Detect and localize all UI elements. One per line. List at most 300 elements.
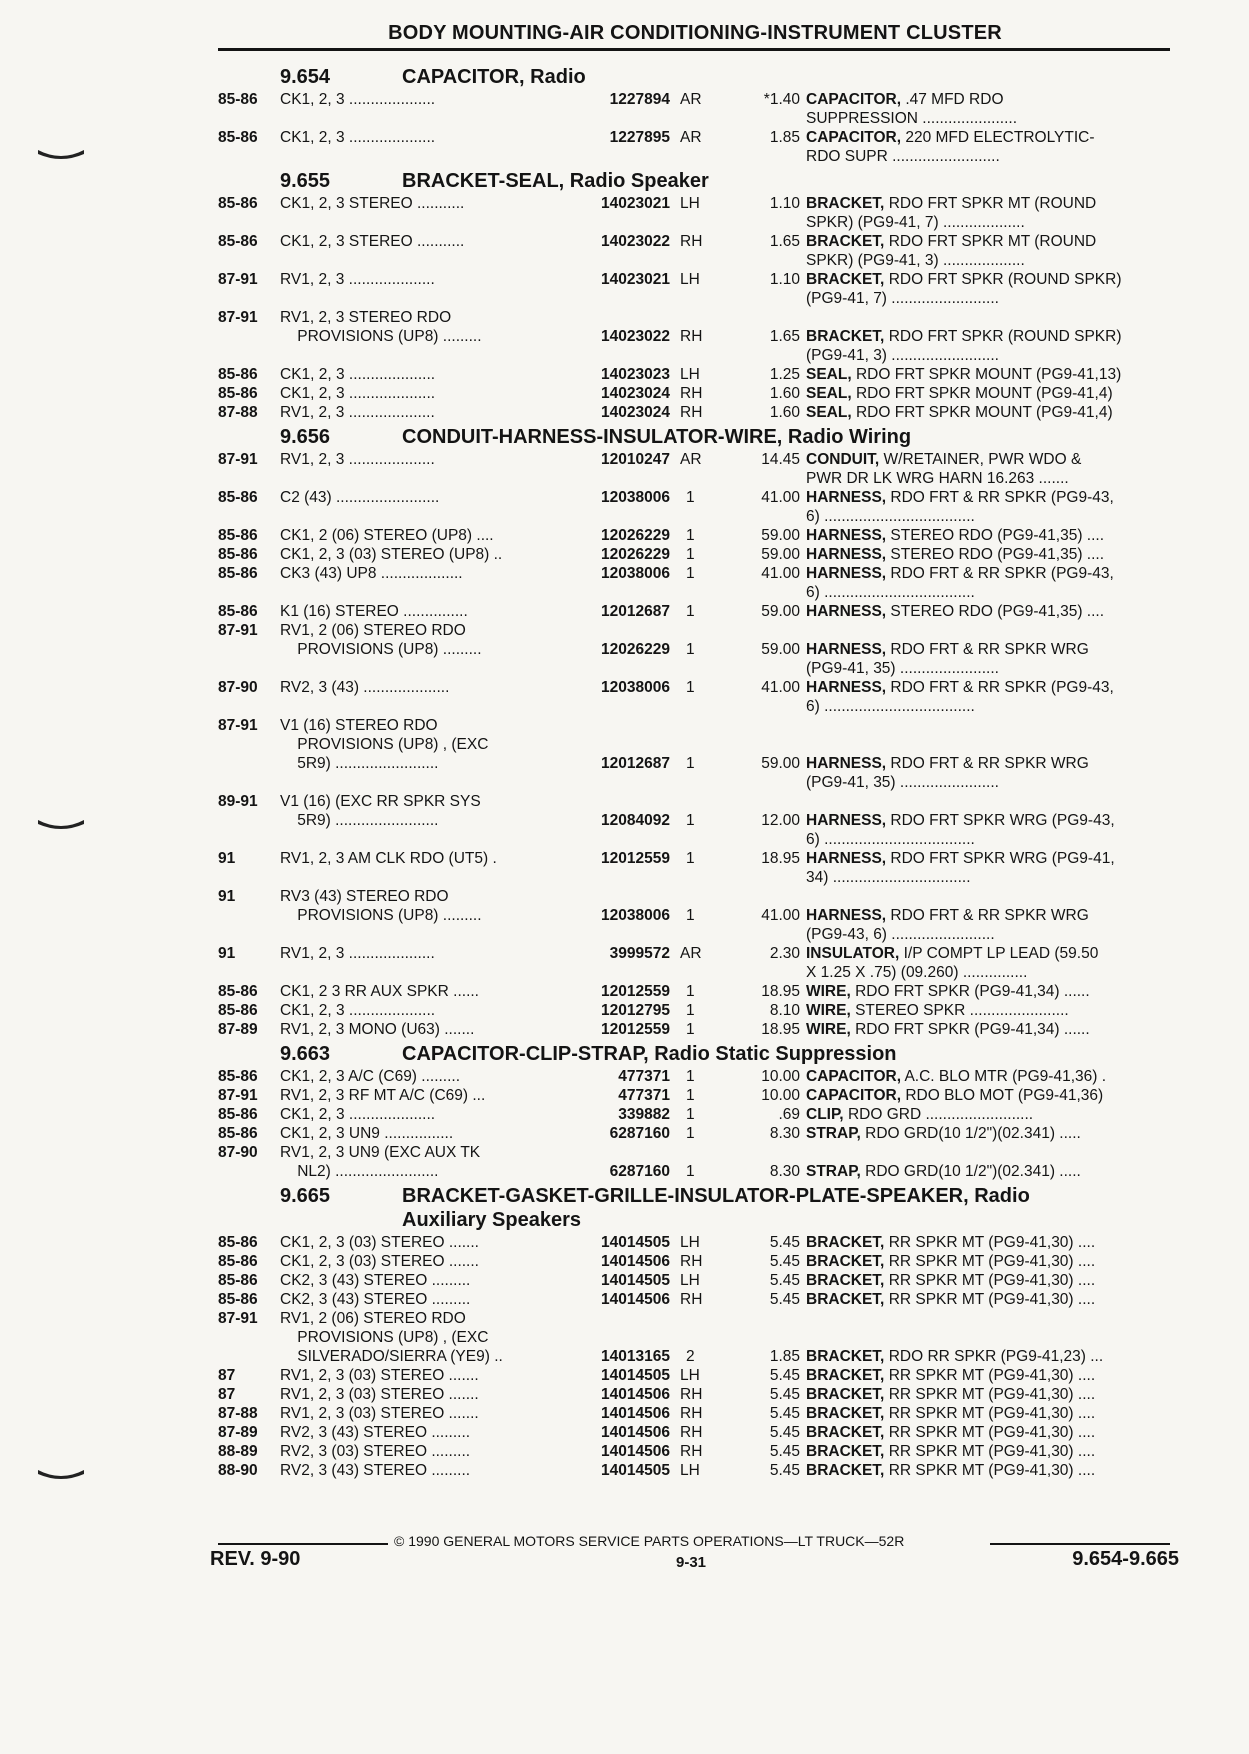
description-line xyxy=(806,251,1176,270)
application xyxy=(280,232,580,251)
description xyxy=(806,128,1176,166)
description-line xyxy=(806,697,1176,716)
part-name: SEAL, xyxy=(806,385,852,402)
section-header xyxy=(218,1043,1178,1067)
part-row xyxy=(218,90,1178,128)
part-name: CAPACITOR, xyxy=(806,129,902,146)
price: 41.00 xyxy=(761,679,800,696)
part-name: BRACKET, xyxy=(806,233,885,250)
application-line: K1 (16) STEREO ............... xyxy=(280,603,468,620)
application xyxy=(280,545,580,564)
model-years: 85-86 xyxy=(218,546,258,563)
part-name: BRACKET, xyxy=(806,1386,885,1403)
title-rule xyxy=(218,48,1170,51)
application xyxy=(280,1020,580,1039)
price: 5.45 xyxy=(769,1253,800,1270)
description-text: RR SPKR MT (PG9-41,30) .... xyxy=(888,1234,1096,1251)
price: 5.45 xyxy=(769,1424,800,1441)
description-line xyxy=(806,868,1176,887)
part-number: 12012559 xyxy=(601,983,670,1000)
price: 2.30 xyxy=(769,945,800,962)
description-line xyxy=(806,1442,1176,1461)
application-line: RV1, 2, 3 (03) STEREO ....... xyxy=(280,1405,479,1422)
quantity: LH xyxy=(680,1234,700,1251)
part-number: 477371 xyxy=(618,1087,670,1104)
section-number: 9.663 xyxy=(280,1043,331,1065)
part-name: HARNESS, xyxy=(806,489,887,506)
description-text: RDO FRT SPKR MOUNT (PG9-41,4) xyxy=(855,385,1113,402)
part-name: BRACKET, xyxy=(806,271,885,288)
part-row xyxy=(218,488,1178,526)
description-text: RR SPKR MT (PG9-41,30) .... xyxy=(888,1405,1096,1422)
part-number: 12026229 xyxy=(601,546,670,563)
application-line: V1 (16) (EXC RR SPKR SYS xyxy=(280,793,481,810)
model-years: 87-89 xyxy=(218,1021,258,1038)
quantity: 1 xyxy=(686,1125,695,1142)
application xyxy=(280,1461,580,1480)
part-number: 14014506 xyxy=(601,1443,670,1460)
part-row xyxy=(218,128,1178,166)
description-text: RR SPKR MT (PG9-41,30) .... xyxy=(888,1253,1096,1270)
description xyxy=(806,270,1176,308)
description-text: RDO FRT SPKR MOUNT (PG9-41,13) xyxy=(855,366,1122,383)
description-line xyxy=(806,811,1176,830)
model-years: 88-89 xyxy=(218,1443,258,1460)
part-number: 1227894 xyxy=(609,91,670,108)
quantity: RH xyxy=(680,1291,703,1308)
description xyxy=(806,944,1176,982)
quantity: RH xyxy=(680,404,703,421)
model-years: 85-86 xyxy=(218,603,258,620)
description-text: RR SPKR MT (PG9-41,30) .... xyxy=(888,1443,1096,1460)
quantity: 1 xyxy=(686,1106,695,1123)
application xyxy=(280,1423,580,1442)
description-line xyxy=(806,1423,1176,1442)
model-years: 85-86 xyxy=(218,1068,258,1085)
part-name: WIRE, xyxy=(806,1002,851,1019)
application-line: PROVISIONS (UP8) , (EXC xyxy=(280,1329,489,1346)
description-text: RR SPKR MT (PG9-41,30) .... xyxy=(888,1424,1096,1441)
quantity: RH xyxy=(680,328,703,345)
part-row xyxy=(218,1001,1178,1020)
part-row xyxy=(218,1442,1178,1461)
description-line xyxy=(806,488,1176,507)
part-row xyxy=(218,1020,1178,1039)
description xyxy=(806,488,1176,526)
application-line: CK1, 2, 3 (03) STEREO ....... xyxy=(280,1234,479,1251)
description-line xyxy=(806,1347,1176,1366)
application-line: RV1, 2 (06) STEREO RDO xyxy=(280,622,466,639)
description-line xyxy=(806,507,1176,526)
part-name: HARNESS, xyxy=(806,603,887,620)
part-name: WIRE, xyxy=(806,1021,851,1038)
part-row xyxy=(218,1252,1178,1271)
footer-copyright: © 1990 GENERAL MOTORS SERVICE PARTS OPERATIONS—LT TRUCK—52R xyxy=(394,1533,905,1549)
part-name: HARNESS, xyxy=(806,812,887,829)
part-name: BRACKET, xyxy=(806,1405,885,1422)
part-name: HARNESS, xyxy=(806,641,887,658)
footer-rule-right xyxy=(990,1543,1170,1545)
part-name: CAPACITOR, xyxy=(806,1087,902,1104)
application-line: CK1, 2, 3 STEREO ........... xyxy=(280,195,465,212)
price: 1.10 xyxy=(769,195,800,212)
description-line xyxy=(806,469,1176,488)
application xyxy=(280,982,580,1001)
model-years: 87-91 xyxy=(218,271,258,288)
part-row xyxy=(218,849,1178,887)
application-line: NL2) ........................ xyxy=(280,1163,439,1180)
model-years: 91 xyxy=(218,850,236,867)
description-line xyxy=(806,1162,1176,1181)
application-line: 5R9) ........................ xyxy=(280,755,439,772)
application xyxy=(280,1086,580,1105)
part-row xyxy=(218,1385,1178,1404)
description-line xyxy=(806,659,1176,678)
description-text: 6) ................................... xyxy=(806,508,975,525)
model-years: 87-88 xyxy=(218,1405,258,1422)
application-line: V1 (16) STEREO RDO xyxy=(280,717,438,734)
quantity: RH xyxy=(680,1424,703,1441)
description-line xyxy=(806,1404,1176,1423)
part-row xyxy=(218,384,1178,403)
description-text: RDO FRT & RR SPKR WRG xyxy=(890,755,1089,772)
description xyxy=(806,1385,1176,1404)
quantity: 1 xyxy=(686,907,695,924)
binder-hole-mark-middle xyxy=(38,818,84,830)
part-name: CAPACITOR, xyxy=(806,1068,902,1085)
section-header xyxy=(218,1185,1178,1233)
description xyxy=(806,1124,1176,1143)
section-title: CAPACITOR-CLIP-STRAP, Radio Static Suppression xyxy=(402,1043,897,1065)
description-text: RDO FRT SPKR (PG9-41,34) ...... xyxy=(855,983,1090,1000)
price: 5.45 xyxy=(769,1405,800,1422)
part-row xyxy=(218,1124,1178,1143)
quantity: 1 xyxy=(686,546,695,563)
application xyxy=(280,526,580,545)
quantity: 1 xyxy=(686,565,695,582)
description-text: 6) ................................... xyxy=(806,584,975,601)
description-line xyxy=(806,640,1176,659)
description-text: RR SPKR MT (PG9-41,30) .... xyxy=(888,1272,1096,1289)
part-name: BRACKET, xyxy=(806,1253,885,1270)
part-number: 12038006 xyxy=(601,489,670,506)
application xyxy=(280,849,580,868)
description-text: (PG9-43, 6) ........................ xyxy=(806,926,995,943)
price: 8.30 xyxy=(769,1125,800,1142)
model-years: 87-91 xyxy=(218,1087,258,1104)
part-name: HARNESS, xyxy=(806,679,887,696)
footer-rule-left xyxy=(218,1543,388,1545)
quantity: RH xyxy=(680,385,703,402)
price: 12.00 xyxy=(761,812,800,829)
description-line xyxy=(806,194,1176,213)
description-line xyxy=(806,109,1176,128)
part-name: HARNESS, xyxy=(806,755,887,772)
application-line: PROVISIONS (UP8) ......... xyxy=(280,641,482,658)
description-text: STEREO RDO (PG9-41,35) .... xyxy=(890,603,1105,620)
price: 5.45 xyxy=(769,1272,800,1289)
description-line xyxy=(806,1252,1176,1271)
section-number: 9.655 xyxy=(280,170,331,192)
part-name: HARNESS, xyxy=(806,907,887,924)
model-years: 85-86 xyxy=(218,195,258,212)
description-text: STEREO SPKR ....................... xyxy=(855,1002,1069,1019)
quantity: RH xyxy=(680,1253,703,1270)
description xyxy=(806,1105,1176,1124)
quantity: LH xyxy=(680,1367,700,1384)
part-name: BRACKET, xyxy=(806,1291,885,1308)
application xyxy=(280,1290,580,1309)
application xyxy=(280,90,580,109)
description-line xyxy=(806,365,1176,384)
description xyxy=(806,1290,1176,1309)
quantity: RH xyxy=(680,1443,703,1460)
part-name: BRACKET, xyxy=(806,1348,885,1365)
application-line: RV1, 2, 3 .................... xyxy=(280,271,435,288)
application xyxy=(280,488,580,507)
application xyxy=(280,403,580,422)
part-name: STRAP, xyxy=(806,1163,861,1180)
price: 41.00 xyxy=(761,907,800,924)
description-text: SPKR) (PG9-41, 3) ................... xyxy=(806,252,1025,269)
application-line: CK1, 2, 3 (03) STEREO (UP8) .. xyxy=(280,546,503,563)
description-line xyxy=(806,963,1176,982)
application xyxy=(280,792,580,830)
description-text: A.C. BLO MTR (PG9-41,36) . xyxy=(904,1068,1107,1085)
part-row xyxy=(218,270,1178,308)
application-line: CK1, 2, 3 UN9 ................ xyxy=(280,1125,454,1142)
model-years: 85-86 xyxy=(218,489,258,506)
description-text: RDO RR SPKR (PG9-41,23) ... xyxy=(888,1348,1104,1365)
application-line: CK1, 2, 3 A/C (C69) ......... xyxy=(280,1068,461,1085)
description-text: 6) ................................... xyxy=(806,831,975,848)
description xyxy=(806,640,1176,678)
application-line: CK2, 3 (43) STEREO ......... xyxy=(280,1272,471,1289)
quantity: 1 xyxy=(686,850,695,867)
price: 59.00 xyxy=(761,527,800,544)
description xyxy=(806,849,1176,887)
part-row xyxy=(218,526,1178,545)
part-name: HARNESS, xyxy=(806,527,887,544)
part-number: 12038006 xyxy=(601,565,670,582)
description-text: RR SPKR MT (PG9-41,30) .... xyxy=(888,1367,1096,1384)
description xyxy=(806,1442,1176,1461)
part-row xyxy=(218,545,1178,564)
application xyxy=(280,1366,580,1385)
description-text: STEREO RDO (PG9-41,35) .... xyxy=(890,527,1105,544)
application-line: RV1, 2, 3 .................... xyxy=(280,945,435,962)
description xyxy=(806,1404,1176,1423)
application xyxy=(280,270,580,289)
application xyxy=(280,1105,580,1124)
part-number: 14023024 xyxy=(601,404,670,421)
description-line xyxy=(806,270,1176,289)
model-years: 85-86 xyxy=(218,385,258,402)
part-row xyxy=(218,1233,1178,1252)
application-line: RV1, 2, 3 .................... xyxy=(280,404,435,421)
price: 10.00 xyxy=(761,1087,800,1104)
description-text: RDO FRT & RR SPKR WRG xyxy=(890,907,1089,924)
model-years: 87-91 xyxy=(218,1310,258,1327)
description-line xyxy=(806,564,1176,583)
part-number: 12038006 xyxy=(601,907,670,924)
description-text: RR SPKR MT (PG9-41,30) .... xyxy=(888,1386,1096,1403)
quantity: 1 xyxy=(686,1002,695,1019)
application-line: RV2, 3 (43) STEREO ......... xyxy=(280,1462,471,1479)
part-number: 12012687 xyxy=(601,603,670,620)
part-name: CLIP, xyxy=(806,1106,844,1123)
description-line xyxy=(806,289,1176,308)
description xyxy=(806,754,1176,792)
model-years: 85-86 xyxy=(218,565,258,582)
application-line: CK1, 2, 3 .................... xyxy=(280,366,436,383)
description-text: RDO FRT & RR SPKR (PG9-43, xyxy=(890,489,1114,506)
part-row xyxy=(218,1309,1178,1366)
price: 5.45 xyxy=(769,1462,800,1479)
part-name: WIRE, xyxy=(806,983,851,1000)
part-row xyxy=(218,1404,1178,1423)
description-line xyxy=(806,90,1176,109)
description xyxy=(806,811,1176,849)
model-years: 91 xyxy=(218,888,236,905)
part-number: 6287160 xyxy=(609,1125,670,1142)
application xyxy=(280,1385,580,1404)
application xyxy=(280,602,580,621)
quantity: AR xyxy=(680,945,702,962)
description-line xyxy=(806,232,1176,251)
quantity: 1 xyxy=(686,527,695,544)
application-line: RV1, 2, 3 MONO (U63) ....... xyxy=(280,1021,475,1038)
application-line: PROVISIONS (UP8) , (EXC xyxy=(280,736,489,753)
part-number: 6287160 xyxy=(609,1163,670,1180)
model-years: 87-91 xyxy=(218,451,258,468)
quantity: 1 xyxy=(686,679,695,696)
price: 8.30 xyxy=(769,1163,800,1180)
price: 41.00 xyxy=(761,565,800,582)
application xyxy=(280,1067,580,1086)
part-number: 12012687 xyxy=(601,755,670,772)
part-number: 12038006 xyxy=(601,679,670,696)
page-number: 9-31 xyxy=(676,1554,707,1571)
part-number: 14023022 xyxy=(601,328,670,345)
application-line: CK1, 2, 3 .................... xyxy=(280,129,436,146)
description xyxy=(806,1423,1176,1442)
part-name: BRACKET, xyxy=(806,328,885,345)
description-line xyxy=(806,526,1176,545)
quantity: 1 xyxy=(686,983,695,1000)
price: *1.40 xyxy=(763,91,800,108)
description-text: (PG9-41, 35) ....................... xyxy=(806,660,999,677)
description xyxy=(806,327,1176,365)
model-years: 87-91 xyxy=(218,309,258,326)
description xyxy=(806,1001,1176,1020)
application xyxy=(280,384,580,403)
part-number: 12026229 xyxy=(601,527,670,544)
quantity: 1 xyxy=(686,1163,695,1180)
part-number: 14014506 xyxy=(601,1253,670,1270)
quantity: RH xyxy=(680,1386,703,1403)
part-row xyxy=(218,1086,1178,1105)
model-years: 85-86 xyxy=(218,1234,258,1251)
model-years: 88-90 xyxy=(218,1462,258,1479)
description-line xyxy=(806,1385,1176,1404)
part-row xyxy=(218,450,1178,488)
price: 5.45 xyxy=(769,1234,800,1251)
description xyxy=(806,1461,1176,1480)
parts-listing xyxy=(218,62,1178,1480)
application-line: CK1, 2, 3 (03) STEREO ....... xyxy=(280,1253,479,1270)
part-row xyxy=(218,232,1178,270)
part-number: 12026229 xyxy=(601,641,670,658)
part-number: 14014506 xyxy=(601,1386,670,1403)
part-row xyxy=(218,1105,1178,1124)
application xyxy=(280,887,580,925)
part-number: 14014505 xyxy=(601,1367,670,1384)
quantity: RH xyxy=(680,233,703,250)
description xyxy=(806,365,1176,384)
application xyxy=(280,678,580,697)
part-row xyxy=(218,621,1178,678)
model-years: 85-86 xyxy=(218,233,258,250)
application-line: CK3 (43) UP8 ................... xyxy=(280,565,463,582)
quantity: 1 xyxy=(686,1087,695,1104)
price: 18.95 xyxy=(761,1021,800,1038)
price: 1.65 xyxy=(769,233,800,250)
description-line xyxy=(806,849,1176,868)
model-years: 85-86 xyxy=(218,1253,258,1270)
quantity: 1 xyxy=(686,489,695,506)
model-years: 85-86 xyxy=(218,1272,258,1289)
application-line: CK1, 2, 3 .................... xyxy=(280,385,436,402)
section-header xyxy=(218,170,1178,194)
part-row xyxy=(218,1461,1178,1480)
part-number: 3999572 xyxy=(609,945,670,962)
quantity: 2 xyxy=(686,1348,695,1365)
description-line xyxy=(806,1086,1176,1105)
description-line xyxy=(806,906,1176,925)
section-title: CONDUIT-HARNESS-INSULATOR-WIRE, Radio Wiring xyxy=(402,426,912,448)
application xyxy=(280,564,580,583)
part-name: BRACKET, xyxy=(806,1443,885,1460)
description-text: RDO FRT & RR SPKR (PG9-43, xyxy=(890,565,1114,582)
application-line: CK1, 2, 3 .................... xyxy=(280,1002,436,1019)
application-line: RV1, 2, 3 (03) STEREO ....... xyxy=(280,1386,479,1403)
description-text: 220 MFD ELECTROLYTIC- xyxy=(905,129,1095,146)
description xyxy=(806,545,1176,564)
description-text: RR SPKR MT (PG9-41,30) .... xyxy=(888,1462,1096,1479)
quantity: LH xyxy=(680,271,700,288)
price: 1.60 xyxy=(769,404,800,421)
model-years: 85-86 xyxy=(218,1106,258,1123)
part-number: 14023021 xyxy=(601,271,670,288)
description xyxy=(806,1366,1176,1385)
application xyxy=(280,1124,580,1143)
application xyxy=(280,128,580,147)
description-text: PWR DR LK WRG HARN 16.263 ....... xyxy=(806,470,1069,487)
quantity: AR xyxy=(680,129,702,146)
part-row xyxy=(218,564,1178,602)
description-line xyxy=(806,1067,1176,1086)
description xyxy=(806,906,1176,944)
revision-label: REV. 9-90 xyxy=(210,1548,301,1570)
price: 1.60 xyxy=(769,385,800,402)
quantity: LH xyxy=(680,1272,700,1289)
model-years: 87-88 xyxy=(218,404,258,421)
description-text: RDO FRT SPKR (ROUND SPKR) xyxy=(888,271,1122,288)
quantity: LH xyxy=(680,366,700,383)
description xyxy=(806,1086,1176,1105)
application xyxy=(280,1309,580,1366)
